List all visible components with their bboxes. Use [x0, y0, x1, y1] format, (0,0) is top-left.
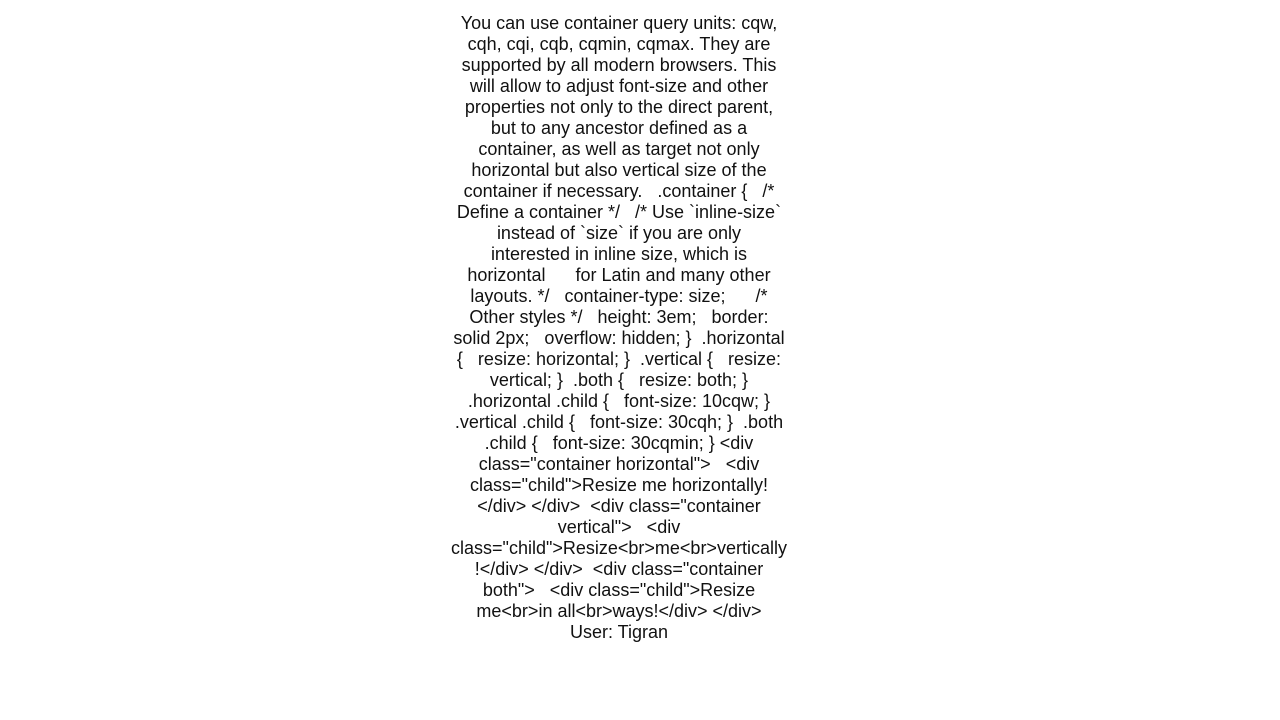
answer-text: You can use container query units: cqw, cqh, cqi, cqb, cqmin, cqmax. They are supported by all modern browsers. This will allow to adjust font-size and other properties not only to the direct parent, but to any ancestor defined as a container, as well as target not only horizontal but also vertical size of the container if necessary. .container { /* Define a container */ /* Use `inline-size` instead of `size` if you are only interested in inline size, which is horizontal for Latin and many other layouts. */ container-type: size; /* Other styles */ height: 3em; border: solid 2px; overflow: hidden; } .horizontal { resize: horizontal; } .vertical { resize: vertical; } .both { resize: both; } .horizontal .child { font-size: 10cqw; } .vertical .child { font-size: 30cqh; } .both .child { font-size: 30cqmin; } <div class="container horizontal"> <div class="child">Resize me horizontally!</div> </div> <div class="container vertical"> <div class="child">Resize<br>me<br>vertically!</div> </div> <div class="container both"> <div class="child">Resize me<br>in all<br>ways!</div> </div> User: Tigran [451, 13, 790, 642]
